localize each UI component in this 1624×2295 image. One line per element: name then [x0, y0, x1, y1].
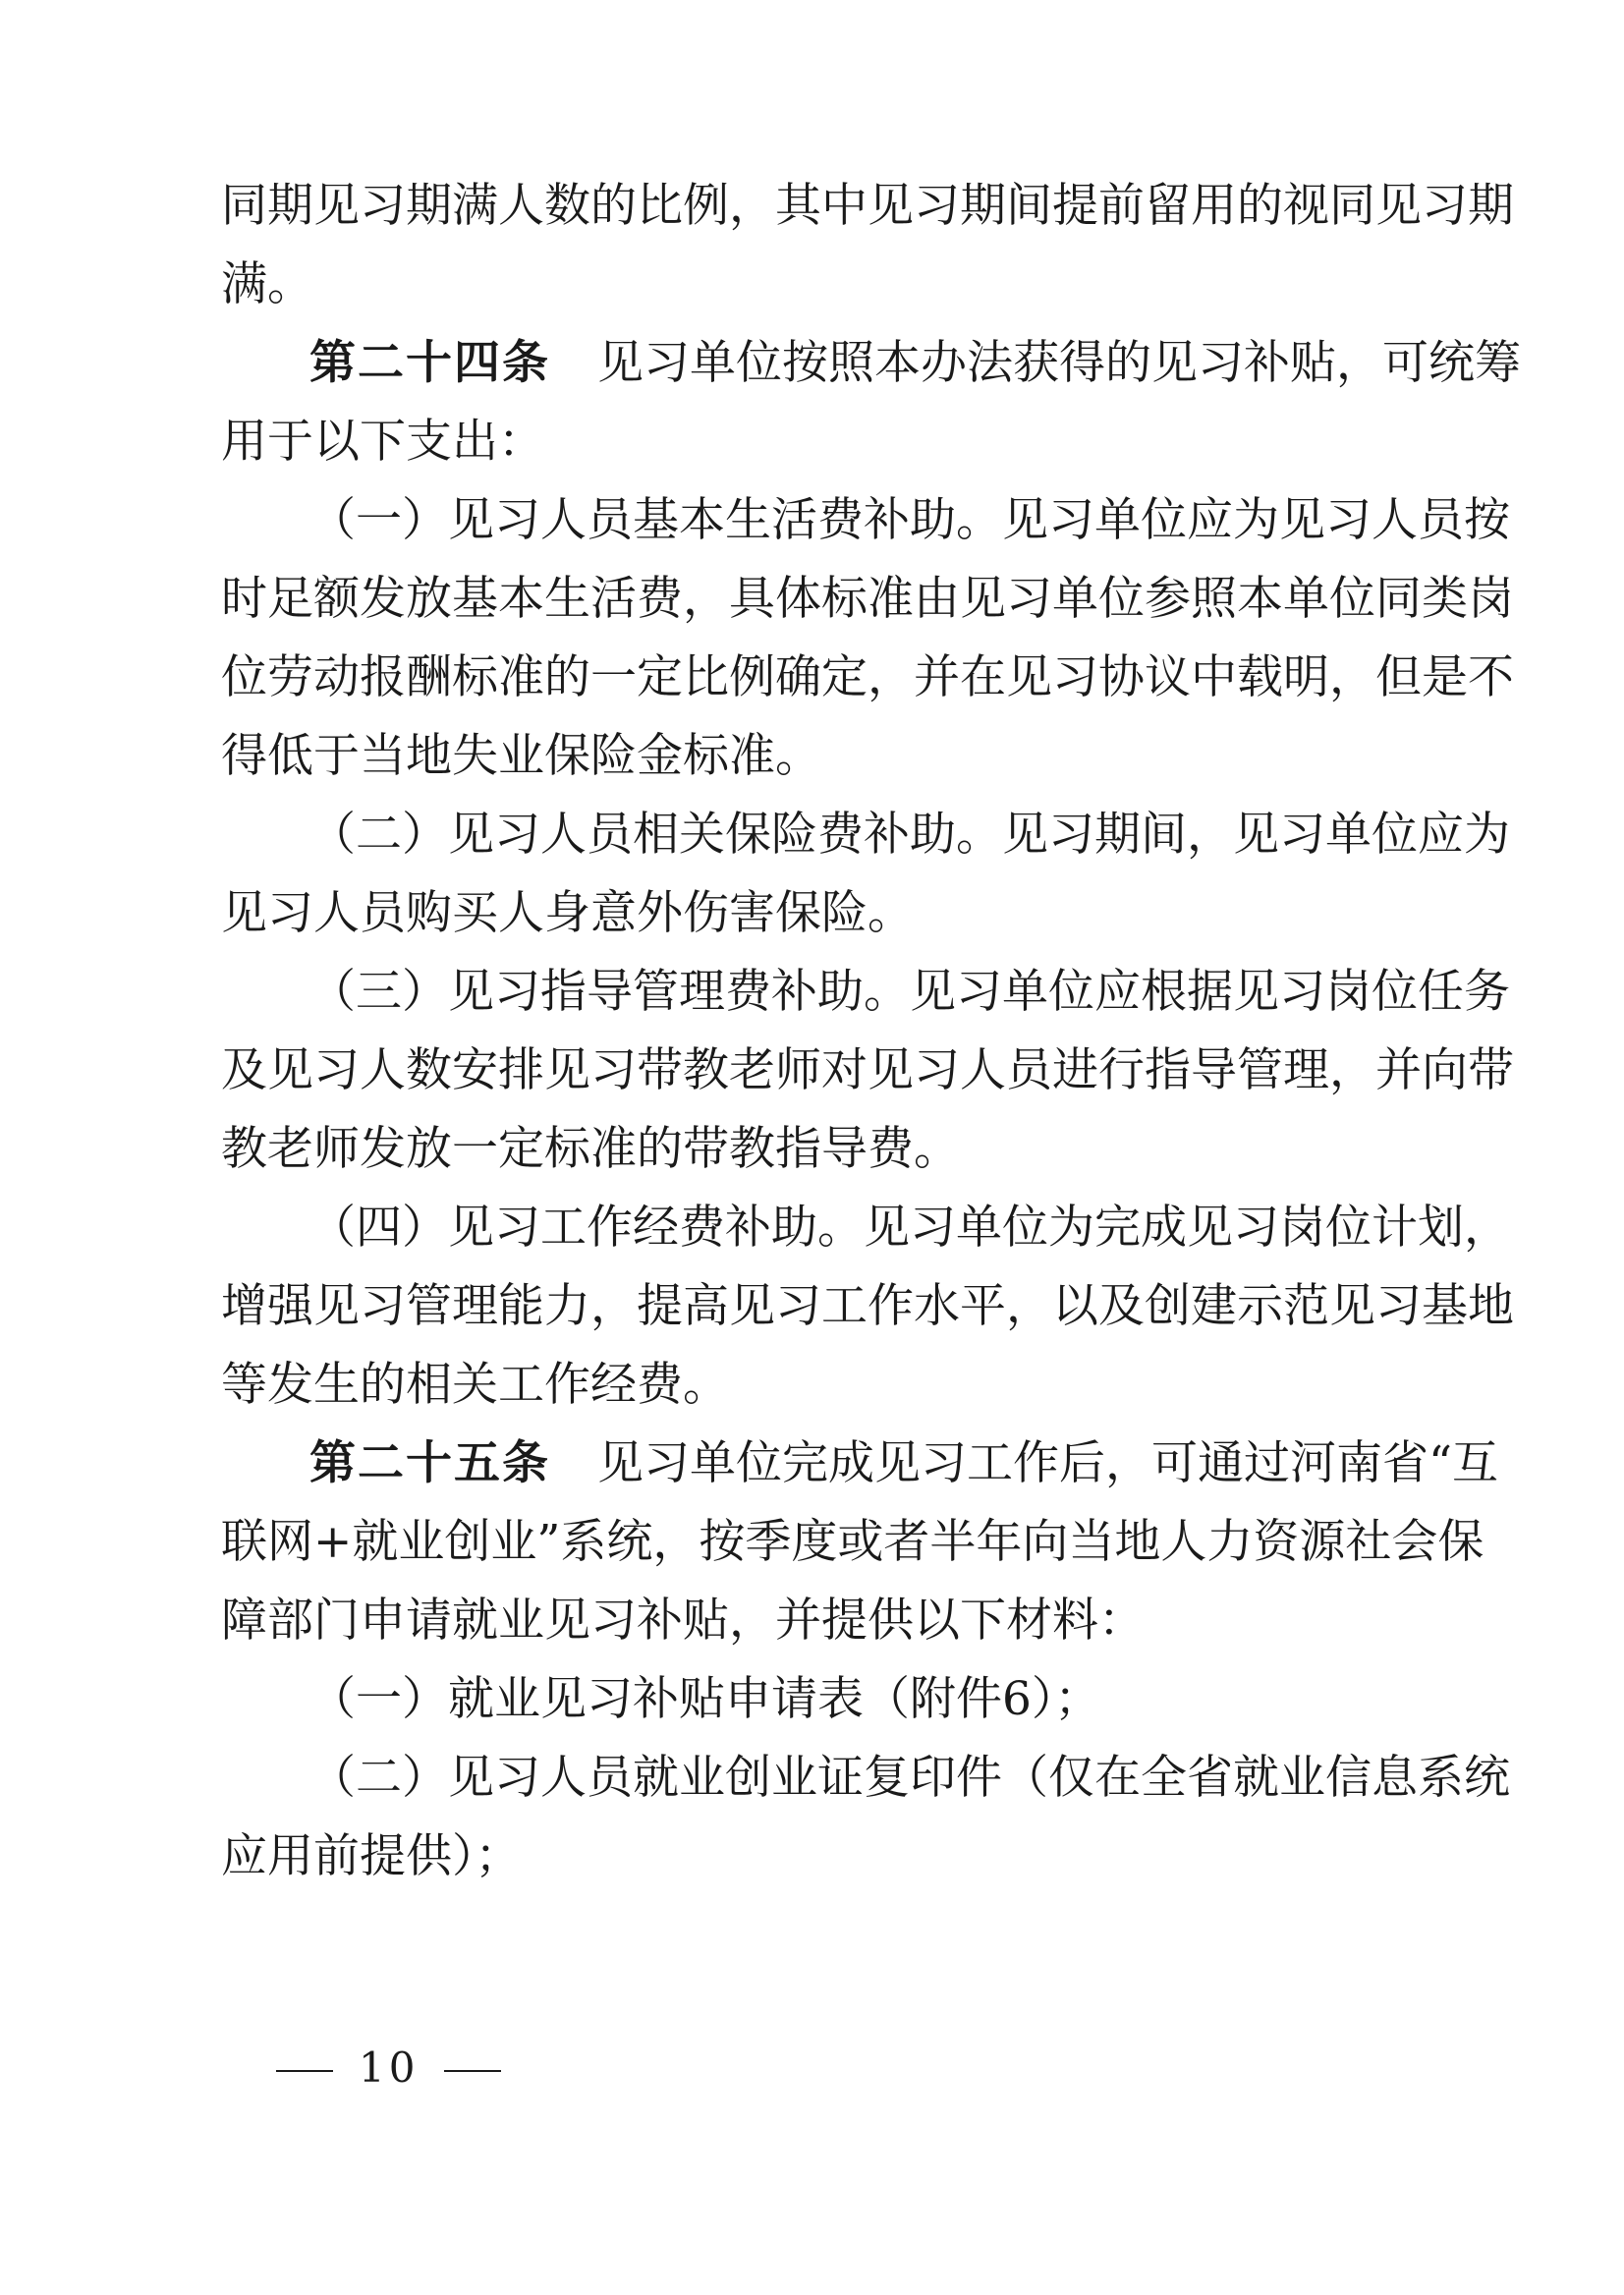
article-25-paragraph: [309, 1425, 1499, 1503]
text-line: 教老师发放一定标准的带教指导费。: [221, 1122, 960, 1176]
text-line: 及见习人数安排见习带教老师对见习人员进行指导管理，并向带: [221, 1043, 1514, 1097]
text-line: 见习单位完成见习工作后，可通过河南省“互: [597, 1436, 1499, 1490]
text-line: 用于以下支出：: [221, 415, 544, 469]
article-heading: 第二十四条: [309, 336, 550, 390]
text-line: 增强见习管理能力，提高见习工作水平，以及创建示范见习基地: [221, 1279, 1514, 1333]
text-line: 位劳动报酬标准的一定比例确定，并在见习协议中载明，但是不: [221, 650, 1514, 704]
dash-right: [444, 2070, 501, 2072]
text-line: 得低于当地失业保险金标准。: [221, 729, 821, 783]
article-24-paragraph: [309, 324, 1521, 403]
text-line: （一）就业见习补贴申请表（附件6）；: [309, 1672, 1101, 1726]
text-line: 等发生的相关工作经费。: [221, 1358, 729, 1412]
article-heading: 第二十五条: [309, 1436, 550, 1490]
page-number: [251, 2039, 527, 2098]
text-line: （四）见习工作经费补助。见习单位为完成见习岗位计划，: [309, 1201, 1510, 1255]
text-line: 见习单位按照本办法获得的见习补贴，可统筹: [597, 336, 1521, 390]
page-number-value: 10: [359, 2043, 420, 2092]
text-line: （一）见习人员基本生活费补助。见习单位应为见习人员按: [309, 493, 1510, 547]
text-line: （二）见习人员就业创业证复印件（仅在全省就业信息系统: [309, 1751, 1510, 1805]
text-line: 应用前提供）；: [221, 1829, 522, 1883]
text-line: 联网+就业创业”系统，按季度或者半年向当地人力资源社会保: [221, 1515, 1484, 1569]
text-line: （三）见习指导管理费补助。见习单位应根据见习岗位任务: [309, 965, 1510, 1019]
dash-left: [276, 2070, 333, 2072]
text-line: 见习人员购买人身意外伤害保险。: [221, 886, 914, 940]
text-line: 同期见习期满人数的比例，其中见习期间提前留用的视同见习期: [221, 179, 1514, 233]
text-line: （二）见习人员相关保险费补助。见习期间，见习单位应为: [309, 808, 1510, 862]
text-line: 时足额发放基本生活费，具体标准由见习单位参照本单位同类岗: [221, 572, 1514, 626]
text-line: 满。: [221, 257, 313, 311]
text-line: 障部门申请就业见习补贴，并提供以下材料：: [221, 1594, 1145, 1648]
